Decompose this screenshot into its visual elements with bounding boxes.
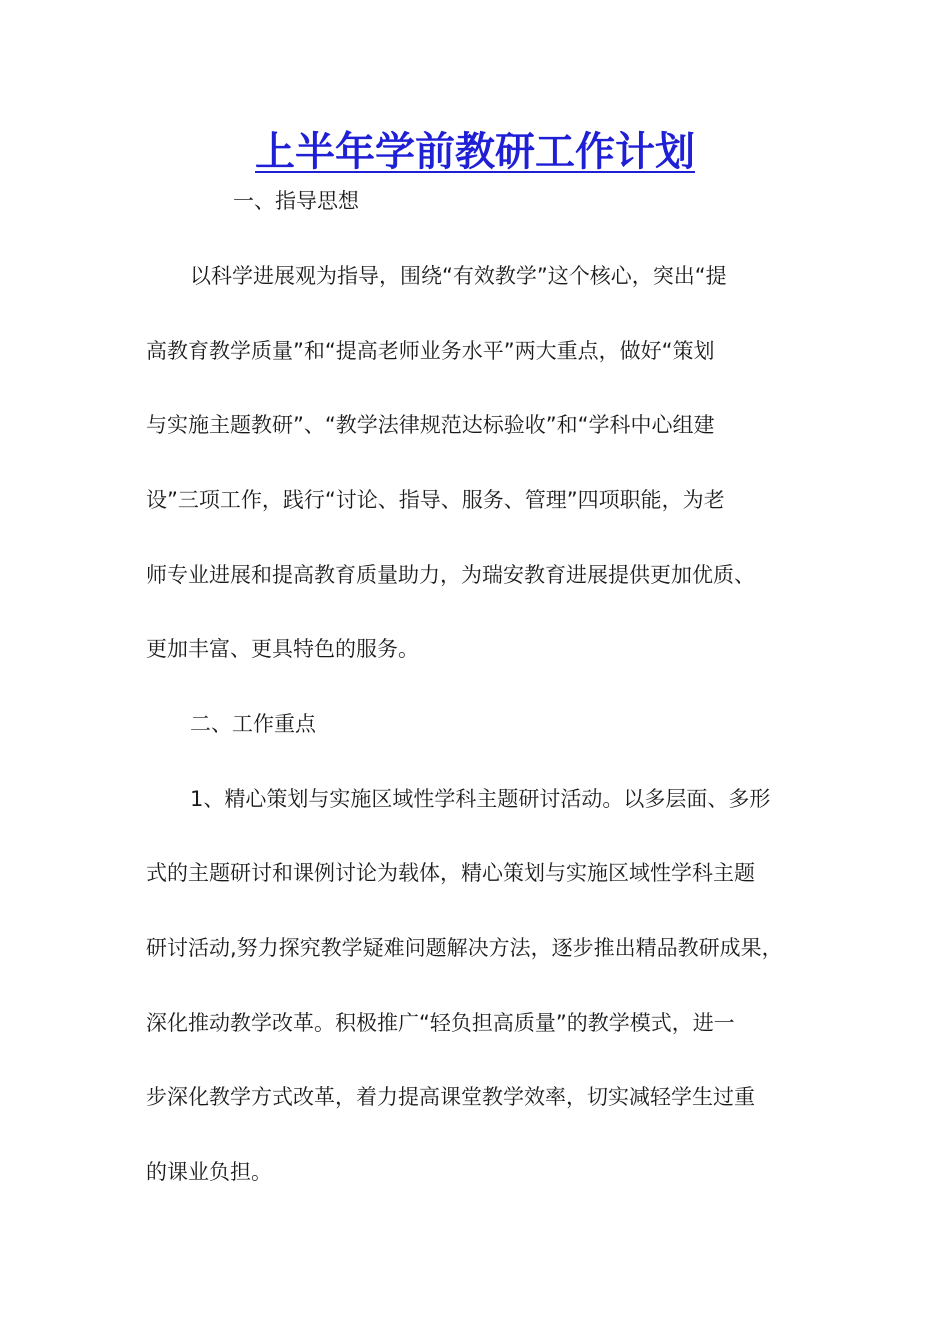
paragraph-line: 1、精心策划与实施区域性学科主题研讨活动。以多层面、多形 [190,787,771,811]
paragraph-line: 高教育教学质量”和“提高老师业务水平”两大重点，做好“策划 [146,339,715,363]
paragraph-line: 深化推动教学改革。积极推广“轻负担高质量”的教学模式，进一 [146,1011,735,1035]
paragraph-line: 式的主题研讨和课例讨论为载体，精心策划与实施区域性学科主题 [146,861,755,885]
section-heading-guiding-ideology: 一、指导思想 [233,189,359,213]
paragraph-line: 师专业进展和提高教育质量助力，为瑞安教育进展提供更加优质、 [146,563,755,587]
paragraph-line: 设”三项工作，践行“讨论、指导、服务、管理”四项职能，为老 [146,488,725,512]
paragraph-line: 研讨活动,努力探究教学疑难问题解决方法，逐步推出精品教研成果， [146,936,783,960]
paragraph-line: 更加丰富、更具特色的服务。 [146,637,419,661]
paragraph-line: 以科学进展观为指导，围绕“有效教学”这个核心，突出“提 [190,264,727,288]
document-title: 上半年学前教研工作计划 [255,129,695,175]
paragraph-line: 的课业负担。 [146,1160,272,1184]
paragraph-line: 步深化教学方式改革，着力提高课堂教学效率，切实减轻学生过重 [146,1085,755,1109]
section-heading-work-priorities: 二、工作重点 [190,712,316,736]
paragraph-line: 与实施主题教研”、“教学法律规范达标验收”和“学科中心组建 [146,413,715,437]
